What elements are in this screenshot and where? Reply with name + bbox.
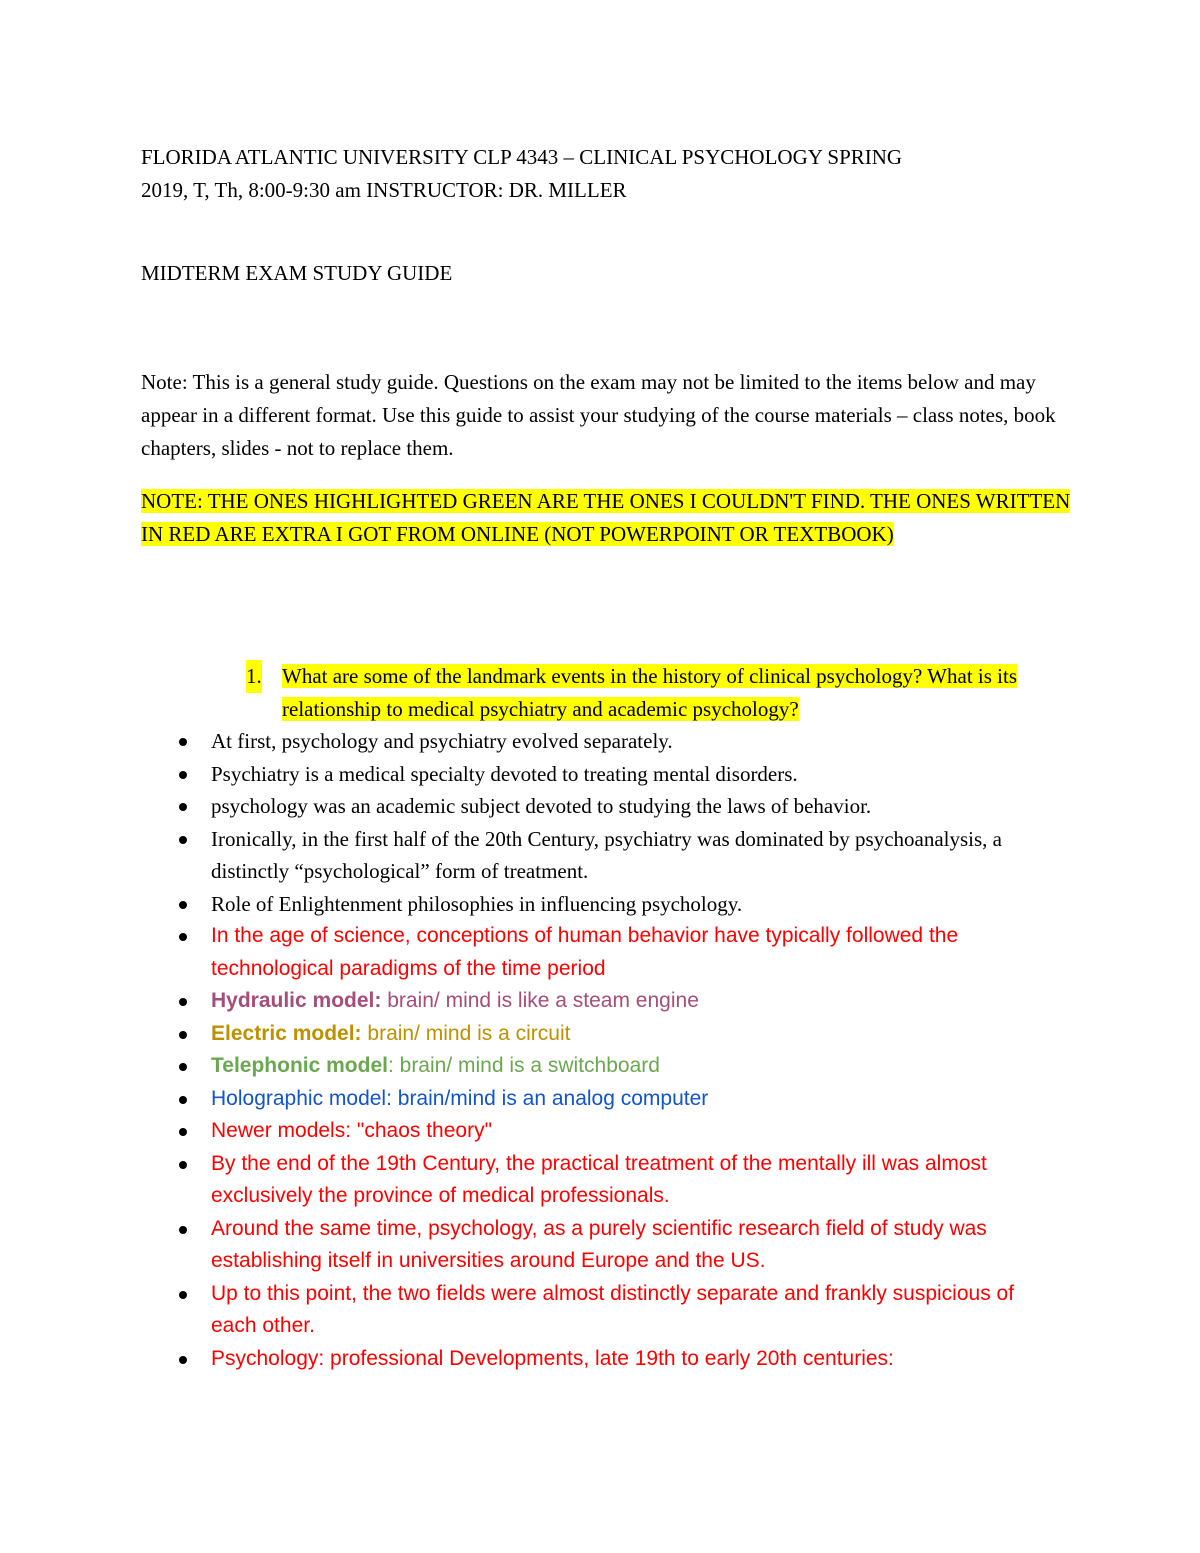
answer-bullet-list bbox=[0, 725, 1100, 1375]
course-header bbox=[141, 141, 1071, 207]
list-item-text: In the age of science, conceptions of human behavior have typically followed the technological paradigms of the time period bbox=[211, 924, 959, 980]
list-item bbox=[0, 725, 1061, 758]
bullet-icon bbox=[179, 1226, 187, 1234]
bullet-icon bbox=[179, 1161, 187, 1169]
list-item bbox=[0, 920, 1061, 985]
bullet-icon bbox=[179, 1128, 187, 1136]
bullet-icon bbox=[179, 1063, 187, 1071]
question-text: What are some of the landmark events in the history of clinical psychology? What is its relationship to medical psychiatry and academic psychology? bbox=[282, 664, 1017, 721]
list-item-text: Role of Enlightenment philosophies in influencing psychology. bbox=[211, 891, 743, 916]
page-title: MIDTERM EXAM STUDY GUIDE bbox=[141, 261, 453, 285]
question-1 bbox=[246, 660, 1066, 726]
list-item-text: Newer models: "chaos theory" bbox=[211, 1119, 493, 1142]
list-item-text: Psychology: professional Developments, late 19th to early 20th centuries: bbox=[211, 1346, 894, 1370]
list-item-text: Up to this point, the two fields were almost distinctly separate and frankly suspicious of each other. bbox=[211, 1281, 1015, 1337]
bullet-icon bbox=[179, 1291, 187, 1299]
bullet-icon bbox=[179, 933, 187, 941]
list-item bbox=[0, 790, 1061, 823]
list-item bbox=[0, 888, 1061, 921]
model-description: brain/ mind is a circuit bbox=[361, 1021, 571, 1045]
course-header-line-2: 2019, T, Th, 8:00-9:30 am INSTRUCTOR: DR. MILLER bbox=[141, 178, 627, 202]
highlight-legend-note bbox=[141, 485, 1071, 551]
model-name: Telephonic model bbox=[211, 1054, 388, 1077]
list-item-text: Psychiatry is a medical specialty devoted to treating mental disorders. bbox=[211, 761, 798, 786]
bullet-icon bbox=[179, 738, 187, 746]
list-item bbox=[0, 1213, 1061, 1278]
model-name: Hydraulic model: bbox=[211, 989, 382, 1012]
model-description: brain/ mind is like a steam engine bbox=[381, 989, 699, 1012]
list-item-text: psychology was an academic subject devoted to studying the laws of behavior. bbox=[211, 794, 872, 818]
question-number: 1. bbox=[246, 660, 262, 693]
list-item-text: At first, psychology and psychiatry evolved separately. bbox=[211, 729, 673, 753]
bullet-icon bbox=[179, 803, 187, 811]
list-item-electric-model bbox=[0, 1018, 1061, 1051]
list-item bbox=[0, 1115, 1061, 1148]
bullet-icon bbox=[179, 901, 187, 909]
bullet-icon bbox=[179, 998, 187, 1006]
highlighted-note-text: NOTE: THE ONES HIGHLIGHTED GREEN ARE THE ONES I COULDN'T FIND. THE ONES WRITTEN IN RED ARE EXTRA I GOT FROM ONLINE (NOT POWERPOINT OR TEXTBOOK) bbox=[141, 489, 1071, 546]
list-item-text: By the end of the 19th Century, the practical treatment of the mentally ill was almost exclusively the province of medical professionals. bbox=[211, 1151, 987, 1207]
bullet-icon bbox=[179, 1356, 187, 1364]
course-header-line-1: FLORIDA ATLANTIC UNIVERSITY CLP 4343 – CLINICAL PSYCHOLOGY SPRING bbox=[141, 145, 903, 169]
list-item-holographic-model bbox=[0, 1083, 1061, 1116]
model-name: Electric model: bbox=[211, 1021, 362, 1045]
list-item-hydraulic-model bbox=[0, 985, 1061, 1018]
list-item bbox=[0, 1343, 1061, 1376]
bullet-icon bbox=[179, 1031, 187, 1039]
list-item-text: Holographic model: brain/mind is an analog computer bbox=[211, 1086, 709, 1110]
list-item bbox=[0, 1278, 1061, 1343]
list-item-text: Ironically, in the first half of the 20th Century, psychiatry was dominated by psychoanalysis, a distinctly “psychological” form of treatment. bbox=[211, 826, 1003, 883]
list-item-telephonic-model bbox=[0, 1050, 1061, 1083]
bullet-icon bbox=[179, 1096, 187, 1104]
list-item-text: Around the same time, psychology, as a purely scientific research field of study was establishing itself in universities around Europe and the US. bbox=[211, 1216, 987, 1272]
model-description: : brain/ mind is a switchboard bbox=[387, 1054, 660, 1077]
list-item bbox=[0, 823, 1061, 888]
question-text-wrap bbox=[246, 660, 1066, 726]
list-item bbox=[0, 758, 1061, 791]
study-guide-note: Note: This is a general study guide. Questions on the exam may not be limited to the items below and may appear in a different format. Use this guide to assist your studying of the course materials – class notes, book chapters, slides - not to replace them. bbox=[141, 370, 1056, 460]
bullet-icon bbox=[179, 836, 187, 844]
bullet-icon bbox=[179, 771, 187, 779]
list-item bbox=[0, 1148, 1061, 1213]
